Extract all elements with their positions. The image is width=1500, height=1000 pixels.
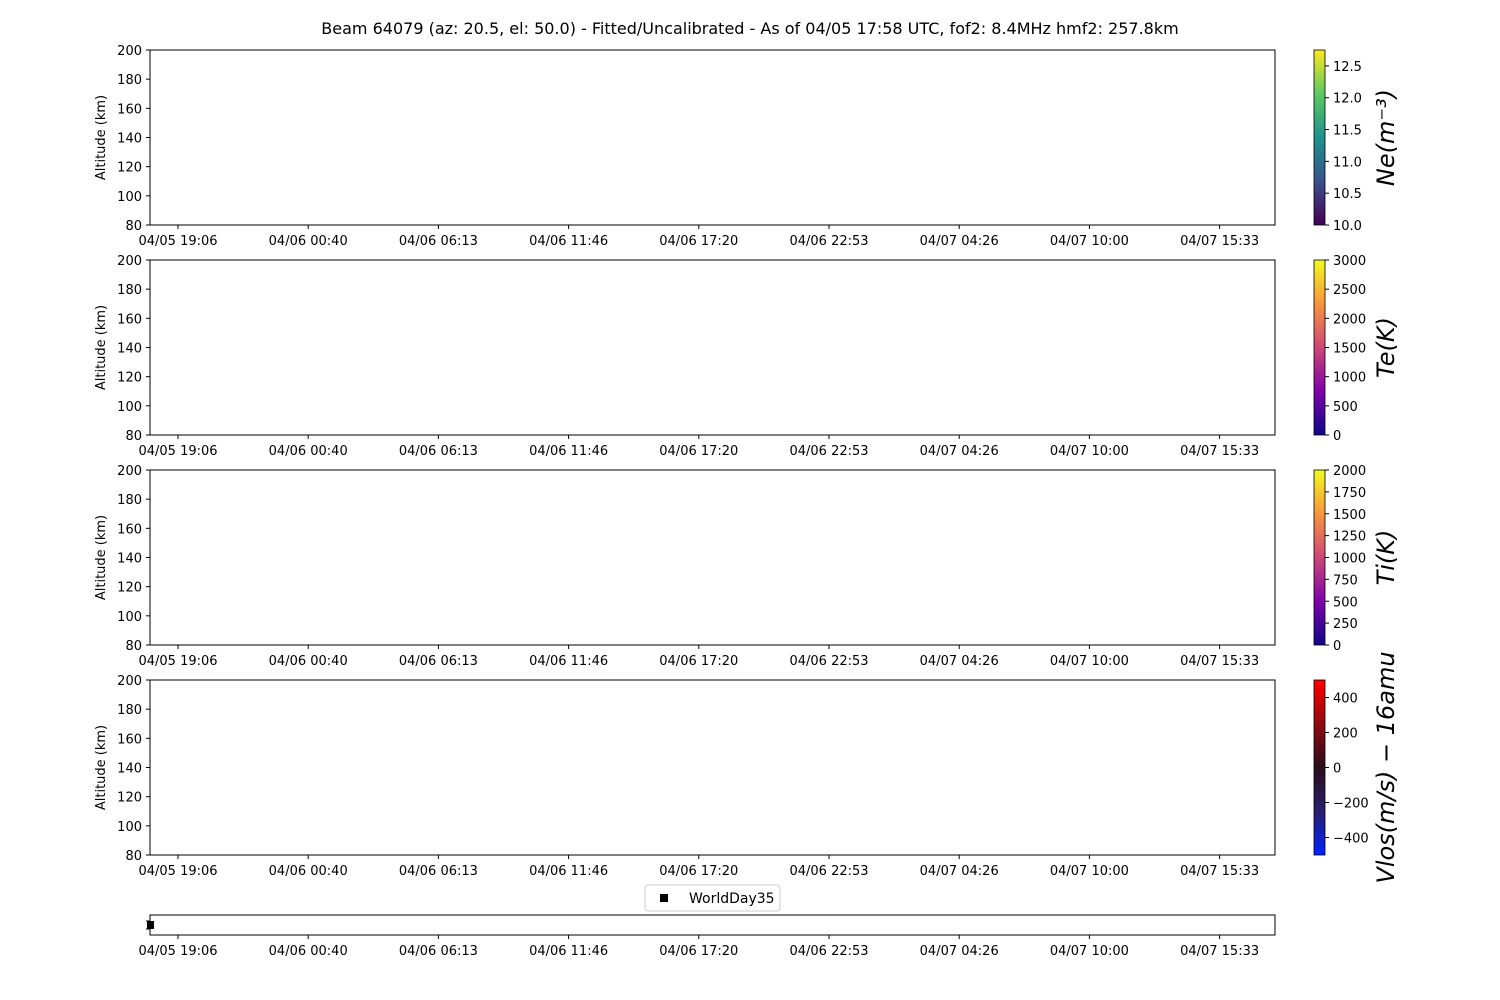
y-tick-label: 160 [117, 102, 142, 118]
y-tick-label: 180 [117, 73, 142, 89]
panel-4-x-tick-label: 04/06 06:13 [398, 864, 478, 879]
colorbar-tick-label: 0 [1333, 639, 1342, 654]
colorbar-label: Ti(K) [1372, 529, 1400, 586]
panel-4 [94, 674, 1275, 879]
colorbar-tick-label: 400 [1333, 691, 1358, 707]
y-tick-label: 200 [117, 674, 142, 689]
colorbar-tick-label: 0 [1333, 761, 1342, 777]
event-strip [138, 915, 1275, 959]
event-strip-x-tick-label: 04/06 00:40 [268, 944, 348, 959]
colorbars [1314, 50, 1400, 884]
panel-1-x-tick-label: 04/06 06:13 [398, 234, 478, 249]
colorbar-tick-label: 2000 [1333, 312, 1367, 328]
panel-1-x-tick-label: 04/05 19:06 [138, 234, 218, 249]
y-tick-label: 160 [117, 732, 142, 748]
event-strip-x-tick-label: 04/05 19:06 [138, 944, 218, 959]
panel-3-x-tick-label: 04/06 11:46 [529, 654, 609, 669]
event-strip-x-tick-label: 04/07 10:00 [1049, 944, 1129, 959]
panel-2-x-tick-label: 04/06 22:53 [789, 444, 869, 459]
event-strip-x-tick-label: 04/07 04:26 [919, 944, 999, 959]
panel-1-x-tick-label: 04/07 04:26 [919, 234, 999, 249]
panel-3-x-tick-label: 04/07 10:00 [1049, 654, 1129, 669]
colorbar-tick-label: 10.5 [1333, 187, 1362, 203]
plot-area-1 [150, 50, 1275, 225]
panel-1-x-tick-label: 04/06 17:20 [659, 234, 739, 249]
y-tick-label: 140 [117, 551, 142, 567]
colorbar-tick-label: 1000 [1333, 370, 1367, 386]
panel-2-x-tick-label: 04/05 19:06 [138, 444, 218, 459]
event-strip-x-tick-label: 04/06 11:46 [529, 944, 609, 959]
event-strip-x-tick-label: 04/06 17:20 [659, 944, 739, 959]
y-tick-label: 180 [117, 703, 142, 719]
panel-3 [94, 464, 1275, 669]
y-tick-label: 200 [117, 464, 142, 479]
event-strip-x-tick-label: 04/06 22:53 [789, 944, 869, 959]
panel-1-x-tick-label: 04/07 15:33 [1180, 234, 1260, 249]
colorbar-tick-label: −200 [1333, 796, 1369, 812]
plot-area-3 [150, 470, 1275, 645]
colorbar-tick-label: 250 [1333, 617, 1358, 633]
colorbar-4 [1314, 651, 1400, 883]
panel-3-x-tick-label: 04/06 17:20 [659, 654, 739, 669]
colorbar-tick-label: 750 [1333, 573, 1358, 589]
y-tick-label: 160 [117, 522, 142, 538]
colorbar-tick-label: 3000 [1333, 254, 1367, 269]
colorbar-label: Ne(m⁻³) [1372, 88, 1400, 187]
y-tick-label: 180 [117, 493, 142, 509]
y-tick-label: 140 [117, 131, 142, 147]
y-tick-label: 180 [117, 283, 142, 299]
colorbar-tick-label: 10.0 [1333, 219, 1362, 234]
y-tick-label: 120 [117, 790, 142, 806]
panel-1 [94, 44, 1275, 249]
panel-4-x-tick-label: 04/05 19:06 [138, 864, 218, 879]
colorbar-tick-label: 500 [1333, 399, 1358, 415]
y-axis-label: Altitude (km) [94, 724, 109, 811]
legend [645, 885, 780, 911]
colorbar-tick-label: 1500 [1333, 507, 1367, 523]
panel-1-x-tick-label: 04/06 00:40 [268, 234, 348, 249]
panel-3-x-tick-label: 04/06 06:13 [398, 654, 478, 669]
plot-area-2 [150, 260, 1275, 435]
colorbar-label: Te(K) [1372, 317, 1400, 378]
colorbar-tick-label: 1750 [1333, 485, 1367, 501]
colorbar-tick-label: 1000 [1333, 551, 1367, 567]
panel-3-x-tick-label: 04/06 22:53 [789, 654, 869, 669]
y-tick-label: 140 [117, 341, 142, 357]
y-tick-label: 80 [125, 219, 142, 234]
panel-4-x-tick-label: 04/07 15:33 [1180, 864, 1260, 879]
panel-2-x-tick-label: 04/06 11:46 [529, 444, 609, 459]
y-tick-label: 80 [125, 849, 142, 864]
colorbar-scale [1314, 680, 1325, 855]
panels [94, 44, 1275, 879]
panel-2-x-tick-label: 04/07 04:26 [919, 444, 999, 459]
colorbar-label: Vlos(m/s) − 16amu [1372, 651, 1400, 884]
colorbar-tick-label: 1500 [1333, 341, 1367, 357]
colorbar-tick-label: −400 [1333, 831, 1369, 847]
colorbar-tick-label: 12.5 [1333, 59, 1362, 75]
panel-4-x-tick-label: 04/06 11:46 [529, 864, 609, 879]
colorbar-scale [1314, 50, 1325, 225]
colorbar-tick-label: 11.5 [1333, 123, 1362, 139]
colorbar-2 [1314, 254, 1400, 444]
plot-area-4 [150, 680, 1275, 855]
y-tick-label: 100 [117, 819, 142, 835]
panel-1-x-tick-label: 04/06 22:53 [789, 234, 869, 249]
panel-1-x-tick-label: 04/07 10:00 [1049, 234, 1129, 249]
panel-2-x-tick-label: 04/06 06:13 [398, 444, 478, 459]
y-tick-label: 120 [117, 370, 142, 386]
panel-2 [94, 254, 1275, 459]
panel-2-x-tick-label: 04/07 15:33 [1180, 444, 1260, 459]
y-tick-label: 100 [117, 399, 142, 415]
panel-2-x-tick-label: 04/06 17:20 [659, 444, 739, 459]
colorbar-tick-label: 500 [1333, 595, 1358, 611]
event-strip-axes [150, 915, 1275, 935]
panel-3-x-tick-label: 04/07 04:26 [919, 654, 999, 669]
y-tick-label: 200 [117, 254, 142, 269]
colorbar-tick-label: 0 [1333, 429, 1342, 444]
panel-4-x-tick-label: 04/06 22:53 [789, 864, 869, 879]
y-tick-label: 80 [125, 429, 142, 444]
y-tick-label: 100 [117, 609, 142, 625]
panel-3-x-tick-label: 04/06 00:40 [268, 654, 348, 669]
panel-4-x-tick-label: 04/06 17:20 [659, 864, 739, 879]
chart-title: Beam 64079 (az: 20.5, el: 50.0) - Fitted/Uncalibrated - As of 04/05 17:58 UTC, fof2: 8.4MHz hmf2: 257.8km [321, 19, 1179, 38]
panel-3-x-tick-label: 04/05 19:06 [138, 654, 218, 669]
colorbar-scale [1314, 470, 1325, 645]
y-tick-label: 100 [117, 189, 142, 205]
colorbar-tick-label: 12.0 [1333, 91, 1362, 107]
y-tick-label: 140 [117, 761, 142, 777]
panel-2-x-tick-label: 04/07 10:00 [1049, 444, 1129, 459]
colorbar-tick-label: 200 [1333, 726, 1358, 742]
legend-label: WorldDay35 [689, 891, 775, 907]
y-tick-label: 120 [117, 580, 142, 596]
y-axis-label: Altitude (km) [94, 514, 109, 601]
y-tick-label: 200 [117, 44, 142, 59]
event-strip-x-tick-label: 04/07 15:33 [1180, 944, 1260, 959]
colorbar-tick-label: 11.0 [1333, 155, 1362, 171]
colorbar-tick-label: 1250 [1333, 529, 1367, 545]
legend-marker [660, 894, 668, 902]
panel-1-x-tick-label: 04/06 11:46 [529, 234, 609, 249]
event-strip-x-tick-label: 04/06 06:13 [398, 944, 478, 959]
y-tick-label: 80 [125, 639, 142, 654]
panel-4-x-tick-label: 04/07 10:00 [1049, 864, 1129, 879]
colorbar-1 [1314, 50, 1400, 234]
colorbar-3 [1314, 464, 1400, 654]
panel-4-x-tick-label: 04/06 00:40 [268, 864, 348, 879]
panel-2-x-tick-label: 04/06 00:40 [268, 444, 348, 459]
panel-3-x-tick-label: 04/07 15:33 [1180, 654, 1260, 669]
y-tick-label: 160 [117, 312, 142, 328]
y-axis-label: Altitude (km) [94, 94, 109, 181]
colorbar-tick-label: 2500 [1333, 283, 1367, 299]
y-axis-label: Altitude (km) [94, 304, 109, 391]
event-marker [147, 921, 154, 929]
y-tick-label: 120 [117, 160, 142, 176]
colorbar-tick-label: 2000 [1333, 464, 1367, 479]
colorbar-scale [1314, 260, 1325, 435]
panel-4-x-tick-label: 04/07 04:26 [919, 864, 999, 879]
